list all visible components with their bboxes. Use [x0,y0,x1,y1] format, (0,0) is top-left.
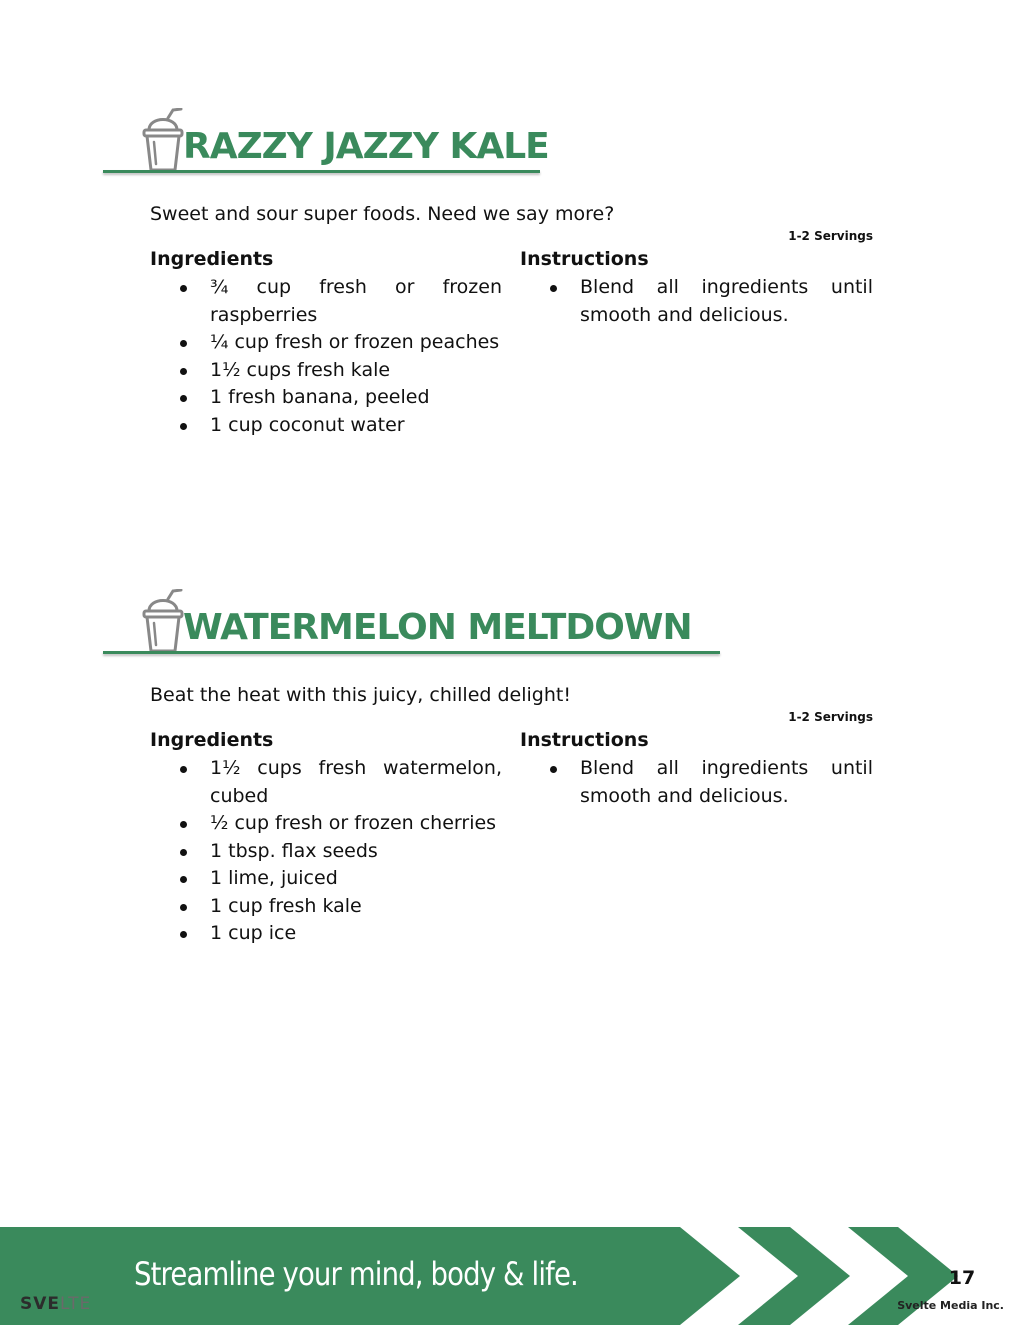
ingredient-item: 1 fresh banana, peeled [150,384,502,412]
recipe-description: Sweet and sour super foods. Need we say more? [150,203,615,225]
ingredient-item: 1½ cups fresh watermelon, cubed [150,755,502,810]
bullet-icon [180,395,187,402]
recipe-title-row [103,589,723,669]
bullet-icon [180,368,187,375]
bullet-icon [550,766,557,773]
bullet-icon [550,285,557,292]
instructions-section [520,729,873,810]
ingredient-item: 1 cup coconut water [150,412,502,440]
bullet-icon [180,876,187,883]
ingredient-item: ¾ cup fresh or frozen raspberries [150,274,502,329]
ingredients-heading: Ingredients [150,248,274,270]
ingredient-item: 1 cup ice [150,920,502,948]
instructions-heading: Instructions [520,248,649,270]
bullet-icon [180,423,187,430]
smoothie-cup-icon [140,589,186,655]
bullet-icon [180,766,187,773]
instructions-section [520,248,873,329]
ingredient-item: ½ cup fresh or frozen cherries [150,810,502,838]
page-number: 17 [948,1267,976,1289]
page-footer [0,1227,1024,1325]
recipe-description: Beat the heat with this juicy, chilled delight! [150,684,571,706]
servings-label: 1-2 Servings [788,710,873,724]
brand-logo: SVELTE [20,1294,92,1314]
ingredients-heading: Ingredients [150,729,274,751]
footer-tagline: Streamline your mind, body & life. [134,1255,578,1293]
ingredients-list [150,755,502,948]
ingredient-item: 1 lime, juiced [150,865,502,893]
instructions-list [520,274,873,329]
bullet-icon [180,821,187,828]
instruction-item: Blend all ingredients until smooth and delicious. [520,755,873,810]
recipe-title: RAZZY JAZZY KALE [183,126,549,167]
ingredients-section [150,729,502,948]
instructions-heading: Instructions [520,729,649,751]
ingredient-item: 1½ cups fresh kale [150,357,502,385]
bullet-icon [180,931,187,938]
recipe-title-row [103,108,549,188]
ingredient-item: 1 tbsp. flax seeds [150,838,502,866]
bullet-icon [180,285,187,292]
title-underline [103,170,540,173]
bullet-icon [180,904,187,911]
ingredient-item: 1 cup fresh kale [150,893,502,921]
title-underline [103,651,720,654]
instruction-item: Blend all ingredients until smooth and delicious. [520,274,873,329]
smoothie-cup-icon [140,108,186,174]
recipe-title: WATERMELON MELTDOWN [183,607,692,648]
ingredient-item: ¼ cup fresh or frozen peaches [150,329,502,357]
bullet-icon [180,849,187,856]
company-name: Svelte Media Inc. [897,1299,1004,1312]
instructions-list [520,755,873,810]
ingredients-section [150,248,502,439]
servings-label: 1-2 Servings [788,229,873,243]
ingredients-list [150,274,502,439]
bullet-icon [180,340,187,347]
